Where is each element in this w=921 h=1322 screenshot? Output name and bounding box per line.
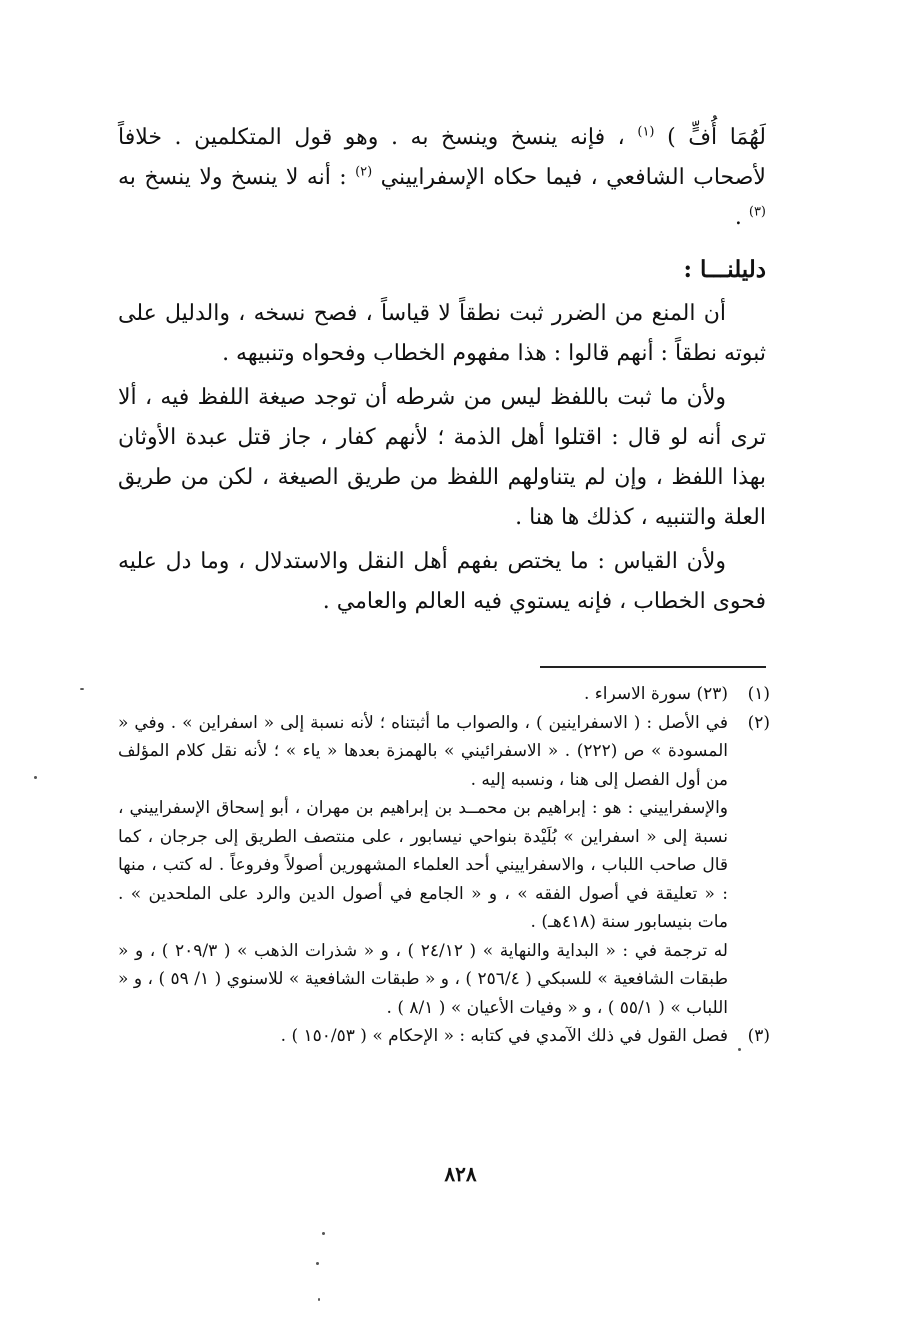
footnote-ref-3[interactable]: (٣) bbox=[748, 204, 766, 220]
section-heading: دليلنـــا : bbox=[683, 256, 766, 283]
scan-speck bbox=[322, 1232, 325, 1235]
paragraph-quran-citation bbox=[118, 118, 766, 238]
paragraph-text-cont: : أنه لا ينسخ ولا ينسخ به bbox=[118, 165, 347, 190]
paragraph-argument-1: أن المنع من الضرر ثبت نطقاً لا قياساً ، فصح نسخه ، والدليل على ثبوته نطقاً : أنهم قالوا : هذا مفهوم الخطاب وفحواه وتنبيهه . bbox=[118, 301, 766, 366]
scan-speck bbox=[80, 688, 84, 690]
footnote-text: (٢٣) سورة الاسراء . bbox=[583, 684, 728, 704]
footnote-ref-1[interactable]: (١) bbox=[637, 124, 655, 140]
page-number: ٨٢٨ bbox=[444, 1162, 477, 1186]
paragraph-text: ، فإنه ينسخ وينسخ به . وهو قول المتكلمين . خلافاً لأصحاب الشافعي ، فيما حكاه الإسفراييني bbox=[118, 125, 766, 190]
scan-speck bbox=[738, 1048, 741, 1051]
footnote-number: (١) bbox=[747, 684, 770, 704]
footnote-text-sources: له ترجمة في : « البداية والنهاية » ( ٢٤/١٢ ) ، و « شذرات الذهب » ( ٢٠٩/٣ ) ، و « طبقات الشافعية » للسبكي ( ٢٥٦/٤ ) ، و « طبقات الشافعية » للاسنوي ( ١/ ٥٩ ) ، و « اللباب » ( ٥٥/١ ) ، و « وفيات الأعيان » ( ٨/١ ) . bbox=[118, 940, 728, 1018]
footnote-text-biography: والإسفراييني : هو : إبراهيم بن محمــد بن إبراهيم بن مهران ، أبو إسحاق الإسفراييني ، نسبة إلى « اسفراين » بُلَيْدة بنواحي نيسابور ، على منتصف الطريق إلى جرجان ، كما قال صاحب اللباب ، والاسفراييني أحد العلماء المشهورين أصولاً وفروعاً . له كتب ، منها : « تعليقة في أصول الفقه » ، و « الجامع في أصول الدين والرد على الملحدين » . مات بنيسابور سنة (٤١٨هـ) . bbox=[118, 798, 728, 932]
scan-speck bbox=[34, 776, 37, 779]
footnote-text: في الأصل : ( الاسفراينين ) ، والصواب ما أثبتناه ؛ لأنه نسبة إلى « اسفراين » . وفي « المسودة » ص (٢٢٢) . « الاسفرائيني » بالهمزة بعدها « ياء » ؛ لأنه نقل كلام المؤلف من أول الفصل إلى هنا ، ونسبه إليه . bbox=[118, 712, 729, 790]
footnote-3 bbox=[118, 1022, 770, 1051]
scan-speck bbox=[316, 1262, 319, 1265]
footnote-ref-2[interactable]: (٢) bbox=[355, 164, 373, 180]
paragraph-argument-3: ولأن القياس : ما يختص بفهم أهل النقل والاستدلال ، وما دل عليه فحوى الخطاب ، فإنه يستوي فيه العالم والعامي . bbox=[118, 549, 766, 614]
quran-fragment: لَهُمَا أُفٍّ ) bbox=[667, 125, 766, 150]
footnote-divider bbox=[540, 666, 766, 668]
paragraph-end: . bbox=[734, 205, 742, 230]
main-text bbox=[118, 118, 766, 622]
paragraph-argument-2: ولأن ما ثبت باللفظ ليس من شرطه أن توجد صيغة اللفظ فيه ، ألا ترى أنه لو قال : اقتلوا أهل الذمة ؛ لأنهم كفار ، جاز قتل عبدة الأوثان بهذا اللفظ ، وإن لم يتناولهم اللفظ من طريق الصيغة ، لكن من طريق العلة والتنبيه ، كذلك ها هنا . bbox=[118, 385, 766, 530]
footnote-2 bbox=[118, 709, 770, 1023]
footnotes bbox=[118, 680, 770, 1051]
footnote-number: (٣) bbox=[747, 1026, 770, 1046]
footnote-1 bbox=[118, 680, 770, 709]
scan-speck bbox=[318, 1298, 320, 1301]
footnote-text: فصل القول في ذلك الآمدي في كتابه : « الإحكام » ( ١٥٠/٥٣ ) . bbox=[280, 1026, 728, 1046]
footnote-number: (٢) bbox=[747, 712, 770, 733]
